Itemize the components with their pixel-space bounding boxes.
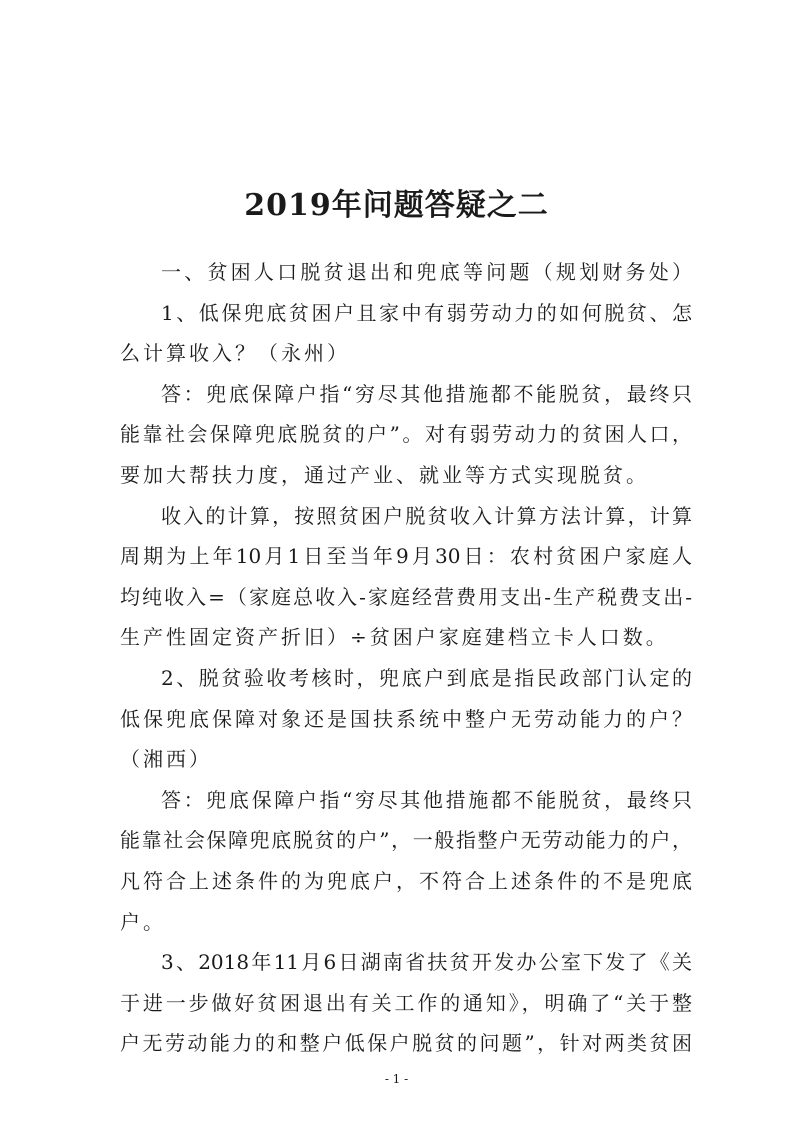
text-line: 于进一步做好贫困退出有关工作的通知》，明确了“关于整 <box>120 990 692 1015</box>
page-number: - 1 - <box>384 1072 409 1086</box>
text-line: 一、贫困人口脱贫退出和兜底等问题（规划财务处） <box>161 260 692 284</box>
text-line: 均纯收入=（家庭总收入-家庭经营费用支出-生产税费支出- <box>120 584 692 609</box>
text-line: 生产性固定资产折旧）÷贫困户家庭建档立卡人口数。 <box>120 625 669 650</box>
text-line: 周期为上年10月1日至当年9月30日：农村贫困户家庭人 <box>120 544 692 569</box>
document-body <box>120 252 692 1064</box>
text-line: 么计算收入？（永州） <box>120 341 350 366</box>
text-line: 能靠社会保障兜底脱贫的户”，一般指整户无劳动能力的户， <box>120 828 692 853</box>
text-line: 户无劳动能力的和整户低保户脱贫的问题”，针对两类贫困 <box>120 1031 692 1056</box>
text-line: 答：兜底保障户指“穷尽其他措施都不能脱贫，最终只 <box>161 787 692 812</box>
text-line: （湘西） <box>120 747 212 772</box>
text-line: 低保兜底保障对象还是国扶系统中整户无劳动能力的户？ <box>120 706 692 731</box>
text-line: 要加大帮扶力度，通过产业、就业等方式实现脱贫。 <box>120 462 649 487</box>
text-line: 2、脱贫验收考核时，兜底户到底是指民政部门认定的 <box>161 665 692 690</box>
document-title: 2019年问题答疑之二 <box>244 188 549 223</box>
text-line: 凡符合上述条件的为兜底户，不符合上述条件的不是兜底 <box>120 868 692 893</box>
text-line: 答：兜底保障户指“穷尽其他措施都不能脱贫，最终只 <box>161 381 692 406</box>
text-line: 3、2018年11月6日湖南省扶贫开发办公室下发了《关 <box>161 950 692 975</box>
text-line: 1、低保兜底贫困户且家中有弱劳动力的如何脱贫、怎 <box>161 300 692 325</box>
text-line: 收入的计算，按照贫困户脱贫收入计算方法计算，计算 <box>161 503 692 528</box>
text-line: 能靠社会保障兜底脱贫的户”。对有弱劳动力的贫困人口， <box>120 422 692 447</box>
text-line: 户。 <box>120 909 166 934</box>
